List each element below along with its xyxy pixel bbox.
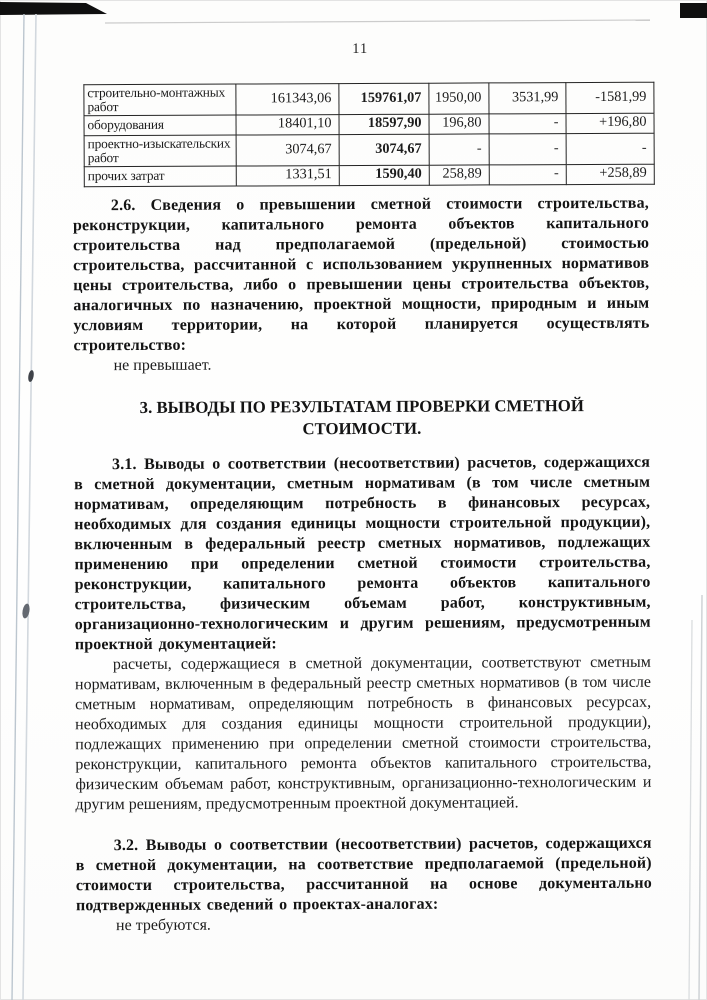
chapter-3-heading: 3. ВЫВОДЫ ПО РЕЗУЛЬТАТАМ ПРОВЕРКИ СМЕТНОЙ СТОИМОСТИ.: [139, 396, 584, 439]
scanner-edge-top-right: [680, 3, 707, 18]
table-cell: -: [489, 114, 566, 134]
binding-mark-upper: [27, 370, 34, 383]
table-cell: -: [489, 134, 566, 165]
page-number: 11: [352, 40, 369, 58]
table-cell: 18401,10: [236, 115, 339, 135]
table-cell: 161343,06: [236, 84, 339, 115]
binding-mark-lower: [21, 603, 30, 619]
row-label: прочих затрат: [84, 166, 236, 187]
table-cell: 1590,40: [339, 165, 429, 185]
table-cell: 3531,99: [489, 83, 566, 114]
table-cell: 258,89: [429, 165, 489, 185]
row-label: строительно-монтажных работ: [84, 84, 236, 116]
section-3-2-answer: не требуются.: [115, 916, 211, 935]
table-cell: +258,89: [566, 164, 654, 184]
section-2-6-title: 2.6. Сведения о превышении сметной стоимости строительства, реконструкции, капитального ремонта объектов капитального строительства над предполагаемой (предельной) стоимостью строительства, рассчитанной с использованием укрупненных нормативов цены строительства, либо о превышении цены строительства объектов, аналогичных по назначению, проектной мощности, природным и иным условиям территории, на которой планируется осуществлять строительство:: [72, 194, 650, 355]
cost-summary-table: [83, 82, 654, 187]
page-content: [72, 0, 652, 936]
section-3-2-title: 3.2. Выводы о соответствии (несоответствии) расчетов, содержащихся в сметной документации, на соответствие предполагаемой (предельной) стоимости строительства, рассчитанной на основе документально подтвержденных сведений о проектах-аналогах:: [75, 834, 652, 915]
page-stack-edge-left-inner: [23, 14, 36, 1000]
table-cell: 196,80: [429, 114, 489, 134]
table-row-equipment: [84, 113, 654, 135]
table-cell: +196,80: [566, 113, 654, 133]
section-3-1-title: 3.1. Выводы о соответствии (несоответствии) расчетов, содержащихся в сметной документации, сметным нормативам (в том числе сметным нормативам, определяющим потребность в финансовых ресурсах, необходимых для создания единицы мощности строительной продукции), включенным в федеральный реестр сметных нормативов, подлежащих применению при определении сметной стоимости строительства, реконструкции, капитального ремонта объектов капитального строительства, физическим объемам работ, конструктивным, организационно-технологическим и другим решениям, предусмотренным проектной документацией:: [74, 453, 651, 654]
section-2-6-answer: не превышает.: [113, 356, 212, 375]
page-stack-edge-right-outer: [699, 595, 702, 1000]
row-label: оборудования: [84, 115, 236, 136]
table-cell: 3074,67: [236, 135, 339, 166]
table-cell: 18597,90: [339, 114, 429, 134]
page-stack-edge-left-outer: [12, 14, 24, 1000]
page-stack-edge-right-inner: [689, 620, 692, 1000]
table-cell: 1950,00: [429, 83, 489, 114]
table-cell: 1331,51: [236, 166, 339, 186]
table-cell: -: [489, 165, 566, 185]
row-label: проектно-изыскательских работ: [84, 135, 236, 167]
table-cell: 159761,07: [339, 83, 429, 114]
table-row-other-costs: [84, 164, 654, 186]
table-cell: -1581,99: [566, 82, 654, 113]
table-row-construction-works: [84, 82, 654, 115]
table-cell: 3074,67: [339, 134, 429, 165]
section-3-1-body: расчеты, содержащиеся в сметной документации, соответствуют сметным нормативам, включенным в федеральный реестр сметных нормативов (в том числе сметным нормативам, определяющим потребность в финансовых ресурсах, необходимых для создания единицы мощности строительной продукции), подлежащих применению при определении сметной стоимости строительства, реконструкции, капитального ремонта объектов капитального строительства, физическим объемам работ, конструктивным, организационно-технологическим и другим решениям, предусмотренным проектной документацией.: [74, 653, 652, 814]
table-cell: -: [429, 134, 489, 165]
table-row-design-survey-works: [84, 133, 654, 166]
table-cell: -: [566, 133, 654, 164]
